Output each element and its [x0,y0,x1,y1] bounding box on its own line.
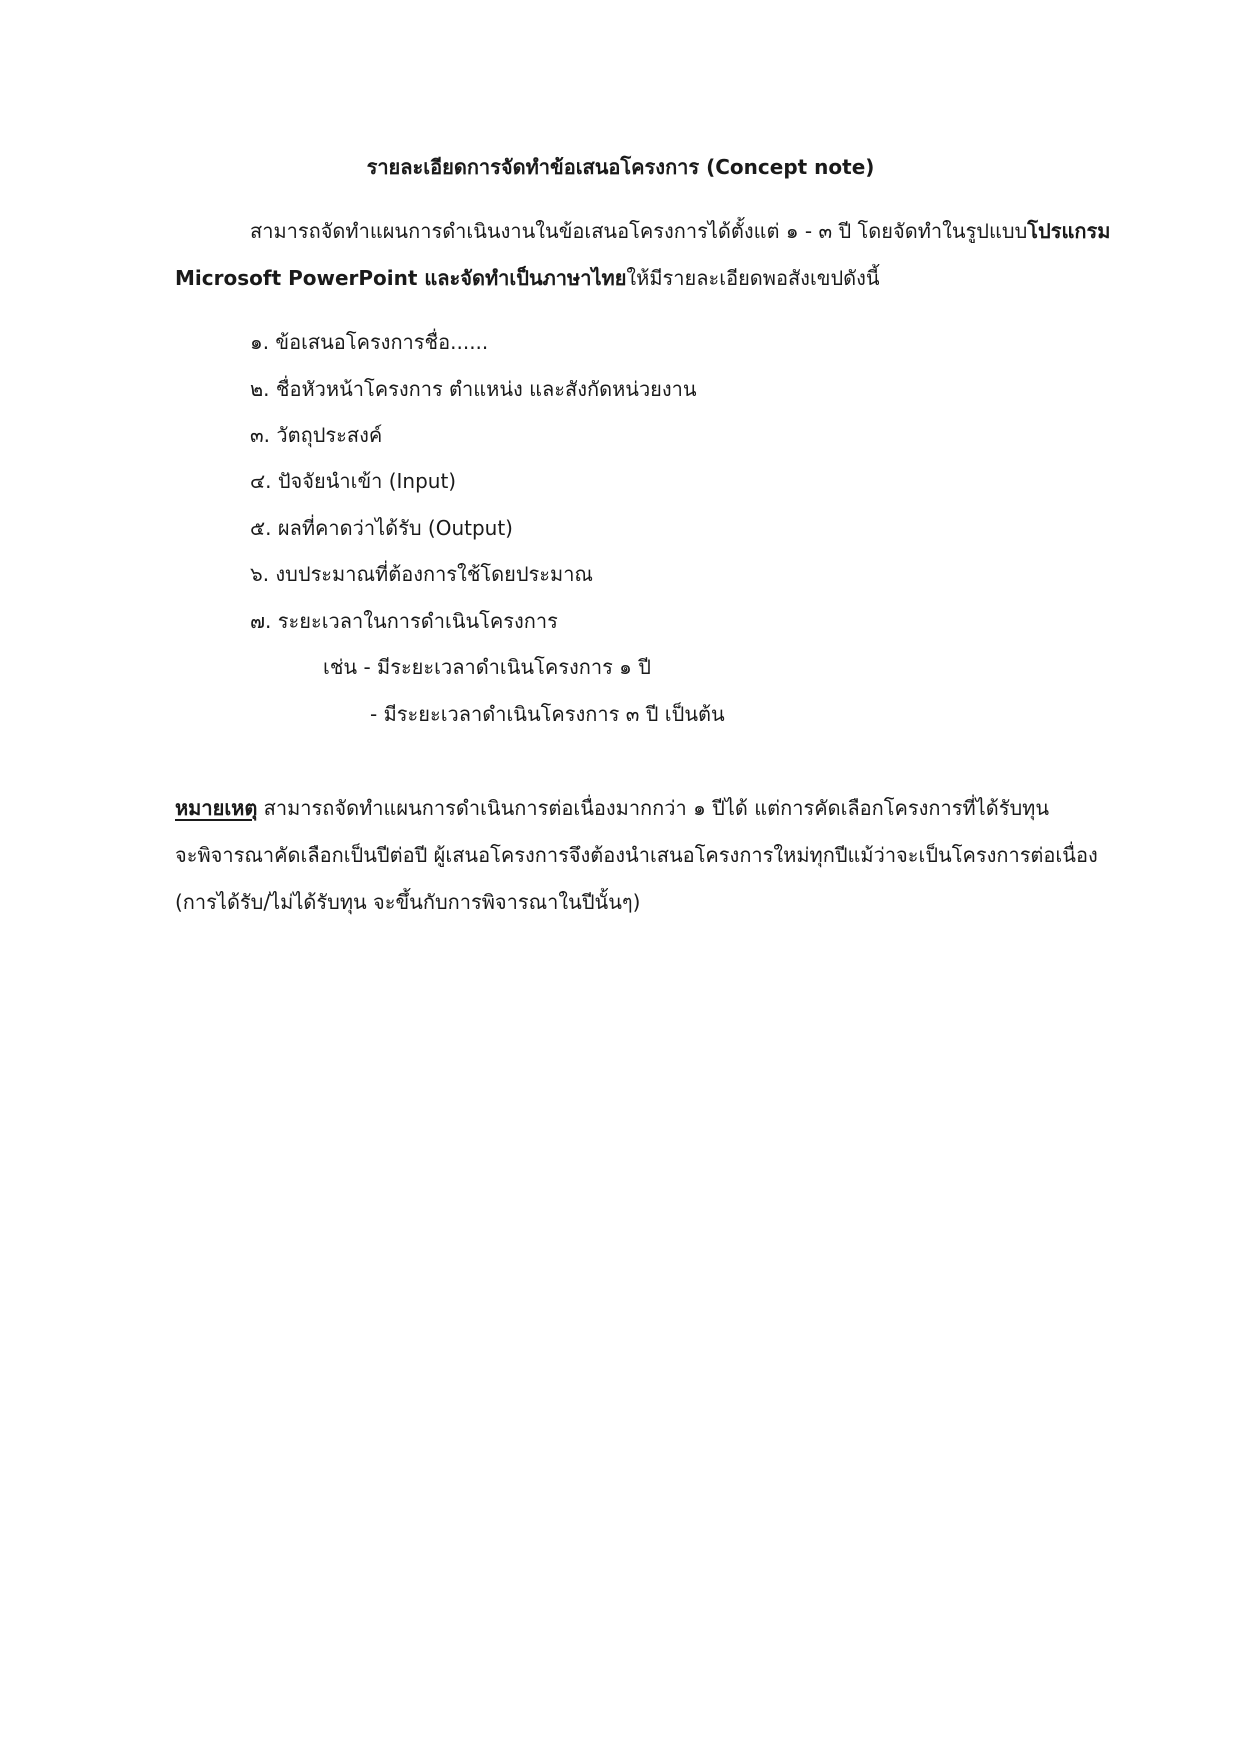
note-line-2: จะพิจารณาคัดเลือกเป็นปีต่อปี ผู้เสนอโครงการจึงต้องนำเสนอโครงการใหม่ทุกปีแม้ว่าจะเป็นโครงการต่อเนื่อง [175,843,1098,867]
note-text: สามารถจัดทำแผนการดำเนินการต่อเนื่องมากกว่า ๑ ปีได้ แต่การคัดเลือกโครงการที่ได้รับทุน [257,796,1050,820]
note-label: หมายเหตุ [175,796,258,820]
list-item: ๕. ผลที่คาดว่าได้รับ (Output) [250,516,513,540]
intro-line-2 [175,263,880,293]
note-line-3: (การได้รับ/ไม่ได้รับทุน จะขึ้นกับการพิจารณาในปีนั้นๆ) [175,890,641,914]
note-line-1 [175,793,1049,823]
list-item: ๓. วัตถุประสงค์ [250,423,383,447]
list-item: ๗. ระยะเวลาในการดำเนินโครงการ [250,609,558,633]
example-line: - มีระยะเวลาดำเนินโครงการ ๓ ปี เป็นต้น [370,702,725,726]
intro-bold-text: Microsoft PowerPoint และจัดทำเป็นภาษาไทย [175,266,627,290]
list-item: ๒. ชื่อหัวหน้าโครงการ ตำแหน่ง และสังกัดหน่วยงาน [250,377,697,401]
intro-bold-text: โปรแกรม [1027,219,1111,243]
page-title: รายละเอียดการจัดทำข้อเสนอโครงการ (Concept note) [366,155,875,179]
list-item: ๑. ข้อเสนอโครงการชื่อ...... [250,330,489,354]
list-item: ๔. ปัจจัยนำเข้า (Input) [250,469,457,493]
intro-text: ให้มีรายละเอียดพอสังเขปดังนี้ [626,266,880,290]
list-item: ๖. งบประมาณที่ต้องการใช้โดยประมาณ [250,562,593,586]
intro-text: สามารถจัดทำแผนการดำเนินงานในข้อเสนอโครงการได้ตั้งแต่ ๑ - ๓ ปี โดยจัดทำในรูปแบบ [250,219,1028,243]
example-line: เช่น - มีระยะเวลาดำเนินโครงการ ๑ ปี [323,655,651,679]
intro-line-1 [250,216,1120,246]
